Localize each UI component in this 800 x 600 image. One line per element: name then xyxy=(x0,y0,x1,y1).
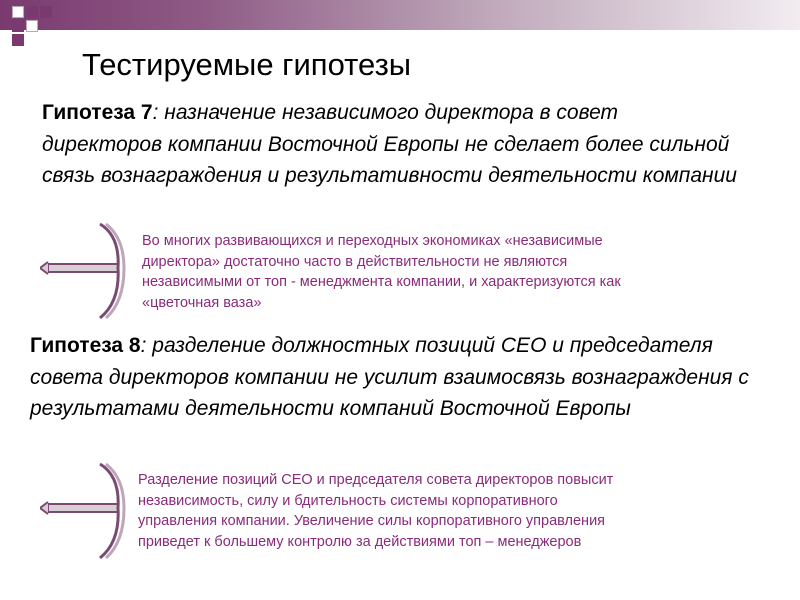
decor-square xyxy=(40,6,52,18)
header-gradient-bar xyxy=(0,0,800,30)
note-1: Во многих развивающихся и переходных экономиках «независимые директора» достаточно часто в действительности не являются независимыми от топ - менеджмента компании, и характеризуются как «цветочная ваза» xyxy=(142,233,621,311)
decor-square xyxy=(12,34,24,46)
hypothesis-7-text: : назначение независимого директора в совет директоров компании Восточной Европы не сделает более сильной связь вознаграждения и результативности деятельности компании xyxy=(42,101,737,187)
hypothesis-8-text: : разделение должностных позиций СЕО и председателя совета директоров компании не усилит взаимосвязь вознаграждения с результатами деятельности компаний Восточной Европы xyxy=(30,334,749,420)
hypothesis-8-lead: Гипотеза 8 xyxy=(30,334,141,357)
bracket-arrow-icon xyxy=(40,462,150,562)
decor-square xyxy=(26,20,38,32)
hypothesis-7-lead: Гипотеза 7 xyxy=(42,101,153,124)
bracket-arrow-icon xyxy=(40,222,150,322)
hypothesis-8 xyxy=(30,330,750,425)
decor-square xyxy=(12,6,24,18)
note-2: Разделение позиций СЕО и председателя совета директоров повысит независимость, силу и бдительность системы корпоративного управления компании. Увеличение силы корпоративного управления приведет к большему контролю за действиями топ – менеджеров xyxy=(138,472,614,550)
slide-title: Тестируемые гипотезы xyxy=(82,47,412,82)
decor-square xyxy=(12,20,24,32)
hypothesis-7 xyxy=(42,97,742,192)
decor-square xyxy=(26,6,38,18)
